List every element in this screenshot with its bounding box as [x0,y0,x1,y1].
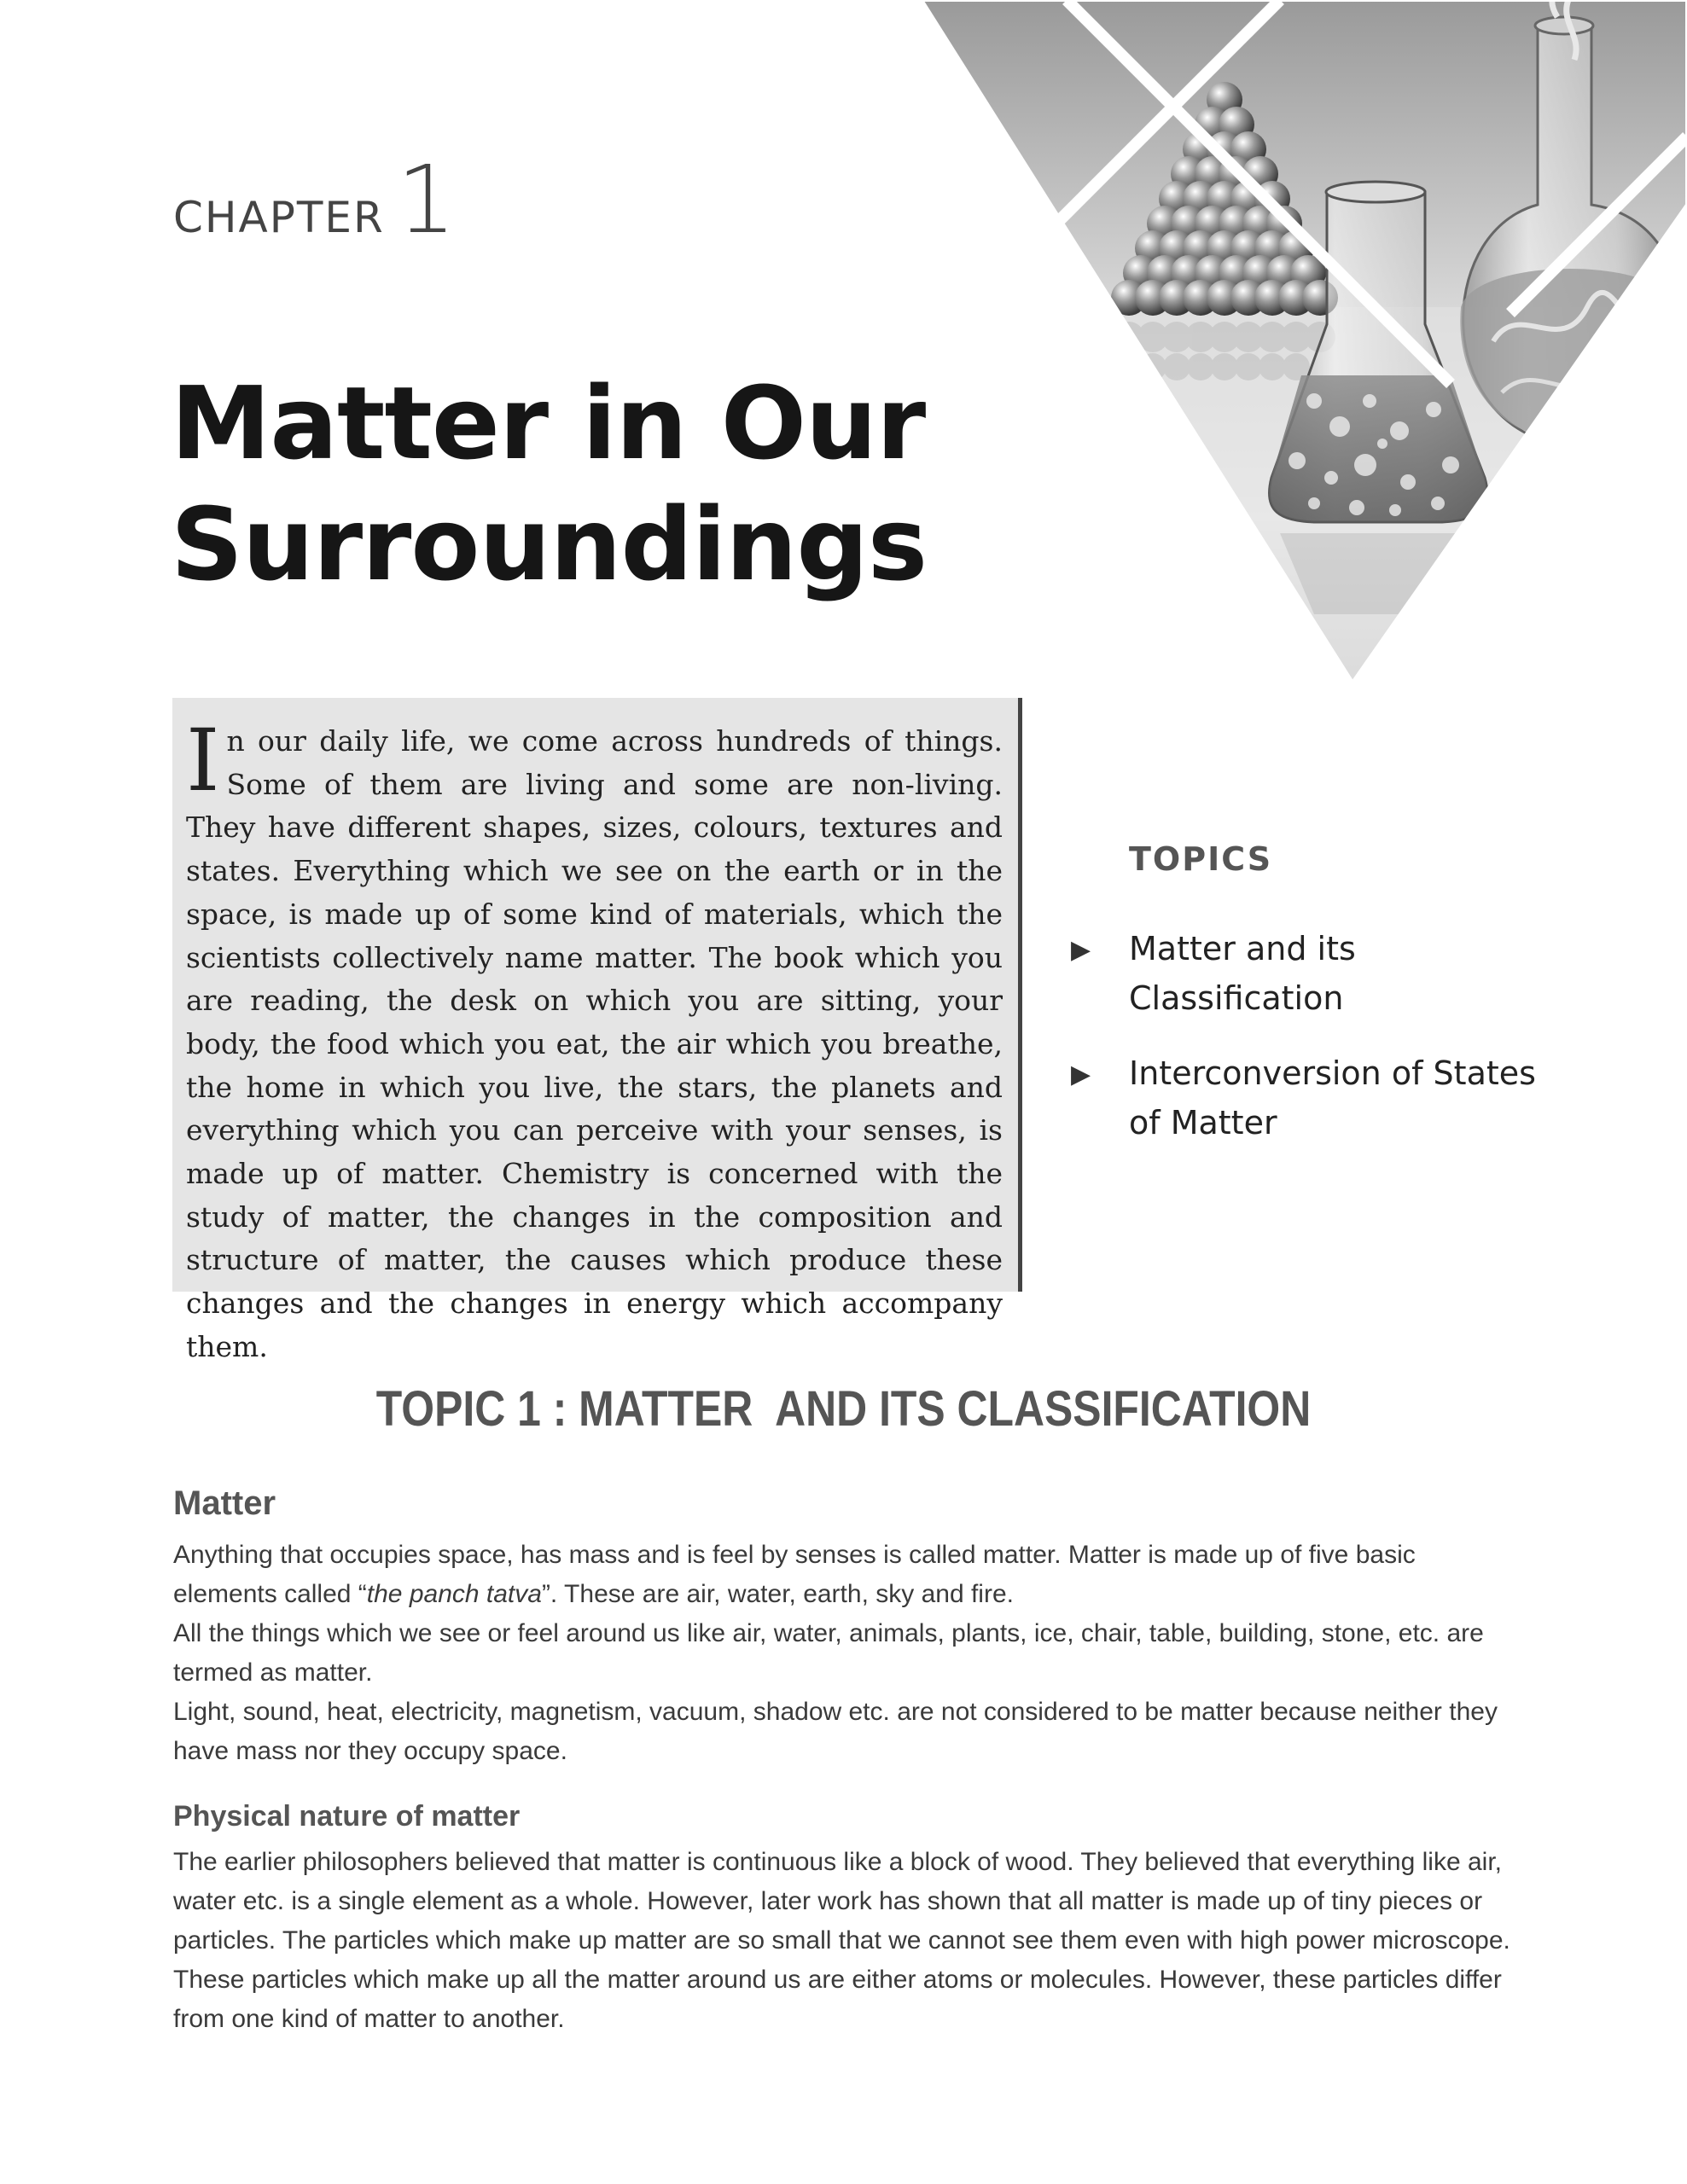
matter-p1-emphasis: the panch tatva [366,1580,542,1608]
chapter-label [173,145,457,254]
chapter-title-line2: Surroundings [171,485,928,603]
chapter-number: 1 [396,145,457,254]
intro-box [172,698,1022,1363]
topic-item-label: Matter and its Classification [1129,930,1356,1017]
matter-p1-start: Anything that occupies space, has mass and is feel by senses is called matter. Matter is made up of five basic elements called “ [173,1541,1416,1608]
chapter-word: CHAPTER [173,193,385,242]
physical-heading: Physical nature of matter [173,1800,521,1833]
chapter-title [171,363,939,605]
section-title: TOPIC 1 : MATTER AND ITS CLASSIFICATION [375,1381,1312,1437]
matter-p1-end: ”. These are air, water, earth, sky and fire. [541,1580,1014,1608]
matter-paragraph-1 [173,1536,1516,1614]
physical-paragraph-1: The earlier philosophers believed that matter is continuous like a block of wood. They believed that everything like air, water etc. is a single element as a whole. However, later work has shown that all matter is made up of tiny pieces or particles. The particles which make up matter are so small that we cannot see them even with high power microscope. [173,1848,1510,1955]
intro-text: n our daily life, we come across hundreds of things. Some of them are living and some are non-living. They have different shapes, sizes, colours, textures and states. Everything which we see on the earth or in the space, is made up of some kind of materials, which the scientists collectively name matter. The book which you are reading, the desk on which you are sitting, your body, the food which you eat, the air which you breathe, the home in which you live, the stars, the planets and everything which you can perceive with your senses, is made up of matter. Chemistry is concerned with the study of matter, the changes in the composition and structure of matter, the causes which produce these changes and the changes in energy which accompany them. [186,724,1003,1363]
matter-heading: Matter [173,1484,276,1522]
intro-dropcap: I [186,711,220,810]
matter-paragraph-3: Light, sound, heat, electricity, magnetism, vacuum, shadow etc. are not considered to be matter because neither they have mass nor they occupy space. [173,1698,1498,1765]
topic-item[interactable] [1071,924,1549,1023]
physical-body [173,1843,1516,2039]
chapter-title-line1: Matter in Our [171,364,926,482]
physical-paragraph-2: These particles which make up all the matter around us are either atoms or molecules. However, these particles differ from one kind of matter to another. [173,1966,1502,2033]
topics-heading: TOPICS [1129,840,1273,878]
topic-item-label: Interconversion of States of Matter [1129,1054,1536,1141]
triangle-right-icon: ▶ [1071,935,1091,965]
topic-item[interactable] [1071,1048,1549,1147]
intro-paragraph [186,711,1003,1369]
triangle-right-icon: ▶ [1071,1060,1091,1089]
topics-panel [1071,840,1549,1173]
matter-body [173,1536,1516,1771]
matter-paragraph-2: All the things which we see or feel around us like air, water, animals, plants, ice, chair, table, building, stone, etc. are termed as matter. [173,1619,1484,1687]
